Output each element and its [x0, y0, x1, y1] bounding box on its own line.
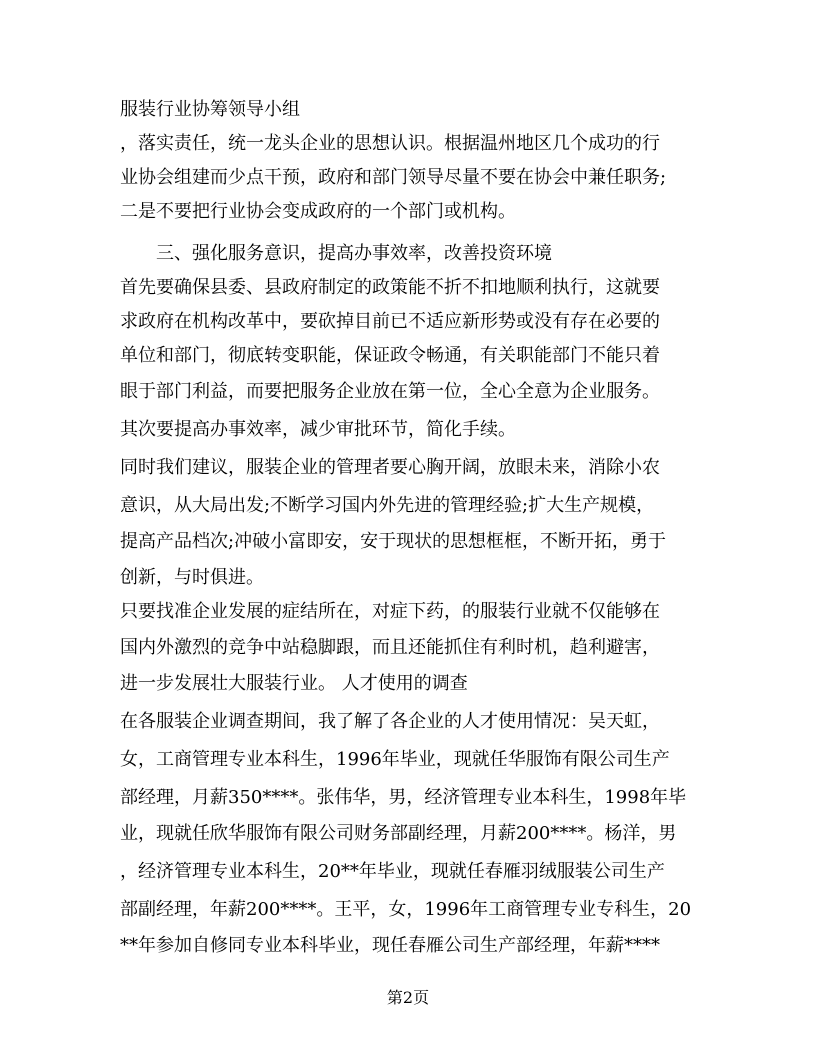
- text-line: 业协会组建而少点干预，政府和部门领导尽量不要在协会中兼任职务;: [120, 167, 667, 188]
- text-line: ，落实责任，统一龙头企业的思想认识。根据温州地区几个成功的行: [120, 133, 660, 154]
- text-line: 国内外激烈的竞争中站稳脚跟，而且还能抓住有利时机，趋利避害，: [120, 637, 660, 658]
- text-line: 首先要确保县委、县政府制定的政策能不折不扣地顺利执行，这就要: [120, 277, 660, 298]
- page-number: 第2页: [386, 988, 430, 1007]
- text-line: 部副经理，年薪200****。王平，女，1996年工商管理专业专科生，20: [120, 899, 692, 920]
- text-line: 创新，与时俱进。: [120, 567, 264, 588]
- text-line: 单位和部门，彻底转变职能，保证政令畅通，有关职能部门不能只着: [120, 345, 660, 366]
- text-line: 其次要提高办事效率，减少审批环节，简化手续。: [120, 419, 516, 440]
- text-line: 求政府在机构改革中，要砍掉目前已不适应新形势或没有存在必要的: [120, 311, 660, 332]
- text-line: 部经理，月薪350****。张伟华，男，经济管理专业本科生，1998年毕: [120, 787, 687, 808]
- text-line: 在各服装企业调查期间，我了解了各企业的人才使用情况：吴天虹，: [120, 711, 660, 732]
- text-line: 二是不要把行业协会变成政府的一个部门或机构。: [120, 201, 516, 222]
- text-line: 进一步发展壮大服装行业。 人才使用的调查: [120, 673, 468, 694]
- text-line: 业，现就任欣华服饰有限公司财务部副经理，月薪200****。杨洋，男: [120, 823, 677, 844]
- text-line: 服装行业协筹领导小组: [120, 99, 300, 120]
- text-line: 女，工商管理专业本科生，1996年毕业，现就任华服饰有限公司生产: [120, 749, 670, 770]
- text-line: 同时我们建议，服装企业的管理者要心胸开阔，放眼未来，消除小农: [120, 457, 660, 478]
- text-line: 只要找准企业发展的症结所在，对症下药，的服装行业就不仅能够在: [120, 601, 660, 622]
- text-line: ，经济管理专业本科生，20**年毕业，现就任春雁羽绒服装公司生产: [120, 861, 665, 882]
- text-line: 提高产品档次;冲破小富即安，安于现状的思想框框，不断开拓，勇于: [120, 531, 667, 552]
- text-line: **年参加自修同专业本科毕业，现任春雁公司生产部经理，年薪****: [120, 935, 660, 956]
- text-line: 眼于部门利益，而要把服务企业放在第一位，全心全意为企业服务。: [120, 381, 660, 402]
- section-heading: 三、强化服务意识，提高办事效率，改善投资环境: [156, 243, 552, 264]
- text-line: 意识，从大局出发;不断学习国内外先进的管理经验;扩大生产规模，: [120, 495, 655, 516]
